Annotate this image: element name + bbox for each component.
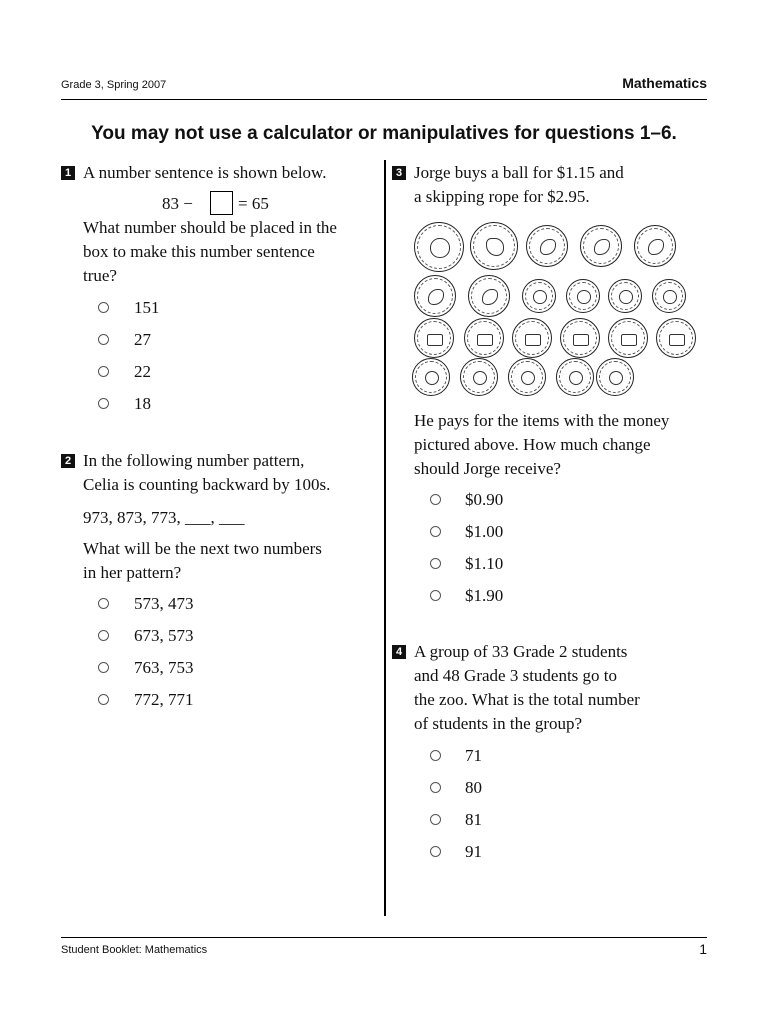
equation-left: 83 −	[162, 194, 193, 213]
answer-option: 763, 753	[134, 658, 194, 677]
question-stem-line: a skipping rope for $2.95.	[414, 187, 590, 206]
equation-blank-box	[210, 191, 233, 215]
answer-radio[interactable]	[430, 846, 441, 857]
quarter-coin-icon	[468, 275, 510, 317]
answer-radio[interactable]	[98, 334, 109, 345]
penny-coin-icon	[460, 358, 498, 396]
answer-option: $0.90	[465, 490, 504, 509]
answer-option: $1.10	[465, 554, 504, 573]
dime-coin-icon	[522, 279, 556, 313]
toonie-coin-icon	[414, 222, 464, 272]
header-rule	[61, 99, 707, 100]
header-subject: Mathematics	[622, 75, 707, 91]
answer-radio[interactable]	[98, 662, 109, 673]
question-stem-line: and 48 Grade 3 students go to	[414, 666, 618, 685]
question-stem-line: pictured above. How much change	[414, 435, 651, 454]
answer-radio[interactable]	[430, 782, 441, 793]
nickel-coin-icon	[560, 318, 600, 358]
question-stem-line: Jorge buys a ball for $1.15 and	[414, 163, 624, 182]
equation-right: = 65	[238, 194, 269, 213]
question-stem-line: true?	[83, 266, 117, 285]
answer-option: $1.90	[465, 586, 504, 605]
number-pattern: 973, 873, 773, ___, ___	[83, 508, 245, 527]
question-number-badge: 2	[61, 454, 75, 468]
question-stem-line: He pays for the items with the money	[414, 411, 670, 430]
answer-radio[interactable]	[98, 398, 109, 409]
question-stem-line: A group of 33 Grade 2 students	[414, 642, 628, 661]
nickel-coin-icon	[512, 318, 552, 358]
page-number: 1	[699, 941, 707, 957]
answer-radio[interactable]	[98, 302, 109, 313]
answer-option: 80	[465, 778, 482, 797]
nickel-coin-icon	[414, 318, 454, 358]
penny-coin-icon	[556, 358, 594, 396]
question-stem-line: Celia is counting backward by 100s.	[83, 475, 331, 494]
answer-radio[interactable]	[430, 558, 441, 569]
question-number-badge: 3	[392, 166, 406, 180]
question-stem-line: should Jorge receive?	[414, 459, 561, 478]
question-number-badge: 4	[392, 645, 406, 659]
nickel-coin-icon	[464, 318, 504, 358]
answer-option: 772, 771	[134, 690, 194, 709]
penny-coin-icon	[508, 358, 546, 396]
answer-option: 22	[134, 362, 151, 381]
loonie-coin-icon	[470, 222, 518, 270]
answer-option: 81	[465, 810, 482, 829]
answer-radio[interactable]	[98, 694, 109, 705]
dime-coin-icon	[652, 279, 686, 313]
answer-option: 673, 573	[134, 626, 194, 645]
penny-coin-icon	[412, 358, 450, 396]
answer-radio[interactable]	[430, 750, 441, 761]
header-grade-term: Grade 3, Spring 2007	[61, 79, 167, 91]
nickel-coin-icon	[608, 318, 648, 358]
nickel-coin-icon	[656, 318, 696, 358]
quarter-coin-icon	[580, 225, 622, 267]
answer-option: 91	[465, 842, 482, 861]
quarter-coin-icon	[526, 225, 568, 267]
question-stem-line: What will be the next two numbers	[83, 539, 322, 558]
quarter-coin-icon	[414, 275, 456, 317]
question-stem-line: In the following number pattern,	[83, 451, 305, 470]
question-stem-line: A number sentence is shown below.	[83, 163, 327, 182]
dime-coin-icon	[608, 279, 642, 313]
answer-option: 27	[134, 330, 151, 349]
footer-rule	[61, 937, 707, 938]
answer-option: 573, 473	[134, 594, 194, 613]
answer-option: 18	[134, 394, 151, 413]
answer-radio[interactable]	[98, 630, 109, 641]
answer-option: $1.00	[465, 522, 504, 541]
answer-option: 71	[465, 746, 482, 765]
question-stem-line: of students in the group?	[414, 714, 583, 733]
question-stem-line: What number should be placed in the	[83, 218, 337, 237]
answer-option: 151	[134, 298, 160, 317]
answer-radio[interactable]	[430, 814, 441, 825]
answer-radio[interactable]	[98, 598, 109, 609]
question-number-badge: 1	[61, 166, 75, 180]
instruction-heading: You may not use a calculator or manipulatives for questions 1–6.	[91, 123, 677, 144]
question-stem-line: in her pattern?	[83, 563, 182, 582]
answer-radio[interactable]	[98, 366, 109, 377]
column-divider	[384, 160, 386, 916]
question-stem-line: the zoo. What is the total number	[414, 690, 640, 709]
answer-radio[interactable]	[430, 526, 441, 537]
penny-coin-icon	[596, 358, 634, 396]
answer-radio[interactable]	[430, 494, 441, 505]
quarter-coin-icon	[634, 225, 676, 267]
dime-coin-icon	[566, 279, 600, 313]
answer-radio[interactable]	[430, 590, 441, 601]
question-stem-line: box to make this number sentence	[83, 242, 315, 261]
footer-booklet-title: Student Booklet: Mathematics	[61, 944, 208, 956]
